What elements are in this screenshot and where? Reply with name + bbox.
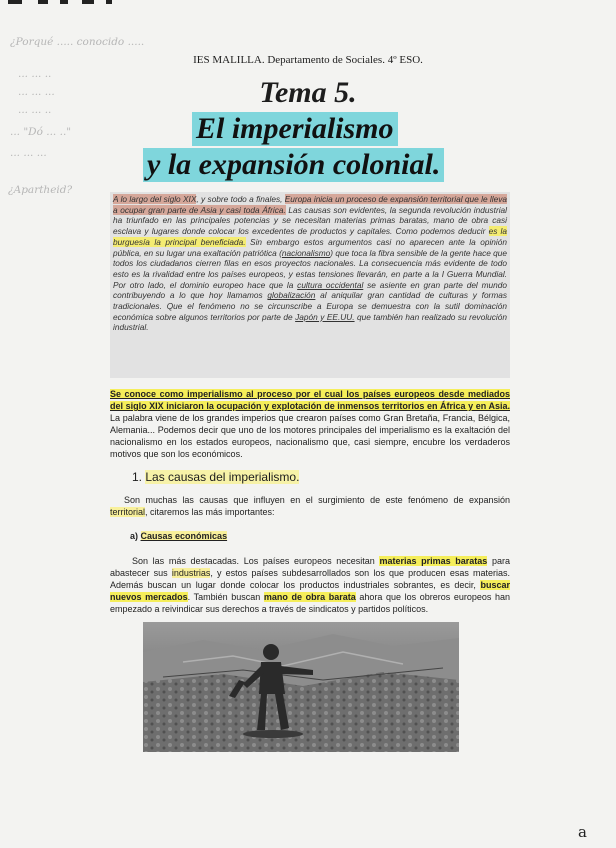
tema-number: Tema 5. — [259, 76, 357, 109]
definition-text: La palabra viene de los grandes imperios que crearon países como Gran Bretaña, Francia, Bélgica, Alemania... Podemos decir que uno de los motores principales del imperialismo es la exaltación del nacionalismo en los estados europeos, nacionalismo que, casi siempre, encubre los verdaderos motivos que son los económicos. — [110, 413, 510, 459]
economic-text: buscar nuevos mercados — [110, 580, 510, 602]
page-number: a — [578, 823, 587, 841]
intro-text: , y sobre todo a finales, — [196, 194, 285, 204]
intro-text: Sin embargo estos argumentos casi no aparecen ante la opinión pública, en su lugar una exaltación patriótica ( — [113, 236, 507, 258]
intro-text: nacionalismo — [281, 247, 331, 258]
intro-text: A lo largo del siglo XIX — [113, 194, 197, 204]
title-line-2: y la expansión colonial. — [143, 148, 444, 182]
economic-text: ahora que los obreros europeos han empezado a reivindicar sus derechos a través de sindicatos y partidos políticos. — [110, 592, 511, 614]
pencil-note: ... "Dó ... .." — [10, 126, 72, 138]
definition-paragraph — [110, 388, 510, 460]
section-number: 1. — [132, 470, 143, 484]
pencil-note: ... ... .. — [18, 68, 52, 80]
intro-text: ) que toca la fibra sensible de la gente hace que todos los ciudadanos cierren filas en esos proyectos nacionales. La consecuencia más evidente de todo esto es la rivalidad entre los países europeos, y estas tensiones llevarán, en parte a la I Guerra Mundial. Por otro lado, el dominio europeo hace que la — [113, 247, 507, 290]
pencil-note: ... ... ... — [10, 147, 47, 159]
pencil-note: ¿Apartheid? — [8, 184, 73, 196]
economic-text: materias primas baratas — [379, 556, 488, 566]
intro-text: es la burguesía la principal beneficiada. — [113, 226, 508, 247]
economic-text: , y estos países subdesarrollados son los que producen esas materias. Además buscan un lugar donde colocar los productos industriales sobrantes, es decir, — [110, 568, 510, 590]
section-heading — [132, 470, 299, 484]
header-institution: IES MALILLA. Departamento de Sociales. 4º ESO. — [193, 54, 423, 66]
mine-worker-photo — [143, 622, 459, 752]
economic-text: Son las más destacadas. Los países europeos necesitan — [132, 556, 380, 566]
intro-text: al aniquilar gran cantidad de culturas y formas tradicionales. Que el fenómeno no se circunscribe a Europa se demuestra con la sutil dominación económica sobre algunos territorios por parte de — [113, 290, 507, 322]
intro-text: que también han realizado su revolución industrial. — [113, 311, 507, 333]
intro-text: Europa inicia un proceso de expansión territorial que le lleva a ocupar gran parte de Asia y casi toda África. — [113, 194, 507, 215]
economic-text: mano de obra barata — [263, 592, 356, 602]
definition-text: Se conoce como imperialismo al proceso por el cual los países europeos desde mediados del siglo XIX iniciaron la ocupación y explotación de inmensos territorios en África y en Asia. — [110, 389, 510, 411]
intro-text: Las causas son evidentes, la segunda revolución industrial ha triunfado en las principales potencias y se necesitan materias primas baratas, mano de obra casi esclava y lugares donde colocar los excedentes de productos y capitales. Como podemos deducir — [113, 204, 508, 237]
intro-text: Japón y EE.UU. — [295, 311, 355, 322]
title-line-1: El imperialismo — [192, 112, 398, 146]
subsection-letter: a) — [130, 531, 139, 541]
economic-text: . También buscan — [187, 592, 264, 602]
intro-text: cultura occidental — [297, 279, 364, 290]
economic-text: industrias — [171, 568, 211, 578]
intro-box — [110, 192, 510, 378]
pencil-note: ¿Porqué ..... conocido ..... — [10, 36, 145, 48]
section-intro-text: Son muchas las causas que influyen en el surgimiento de este fenómeno de expansión — [124, 495, 510, 505]
economic-text: para abastecer sus — [110, 556, 511, 578]
intro-text: globalización — [267, 290, 316, 301]
intro-text: se asiente en gran parte del mundo contribuyendo a lo que hoy llamamos — [113, 279, 507, 301]
economic-paragraph — [110, 555, 510, 615]
subsection-heading — [130, 530, 227, 542]
subsection-title: Causas económicas — [140, 531, 228, 541]
scan-marks — [8, 0, 128, 10]
section-intro-text: , citaremos las más importantes: — [145, 507, 275, 517]
pencil-note: ... ... .. — [18, 104, 52, 116]
pencil-note: ... ... ... — [18, 86, 55, 98]
section-intro-paragraph — [110, 494, 510, 518]
section-title: Las causas del imperialismo. — [145, 470, 300, 484]
section-intro-text: territorial — [110, 507, 146, 517]
